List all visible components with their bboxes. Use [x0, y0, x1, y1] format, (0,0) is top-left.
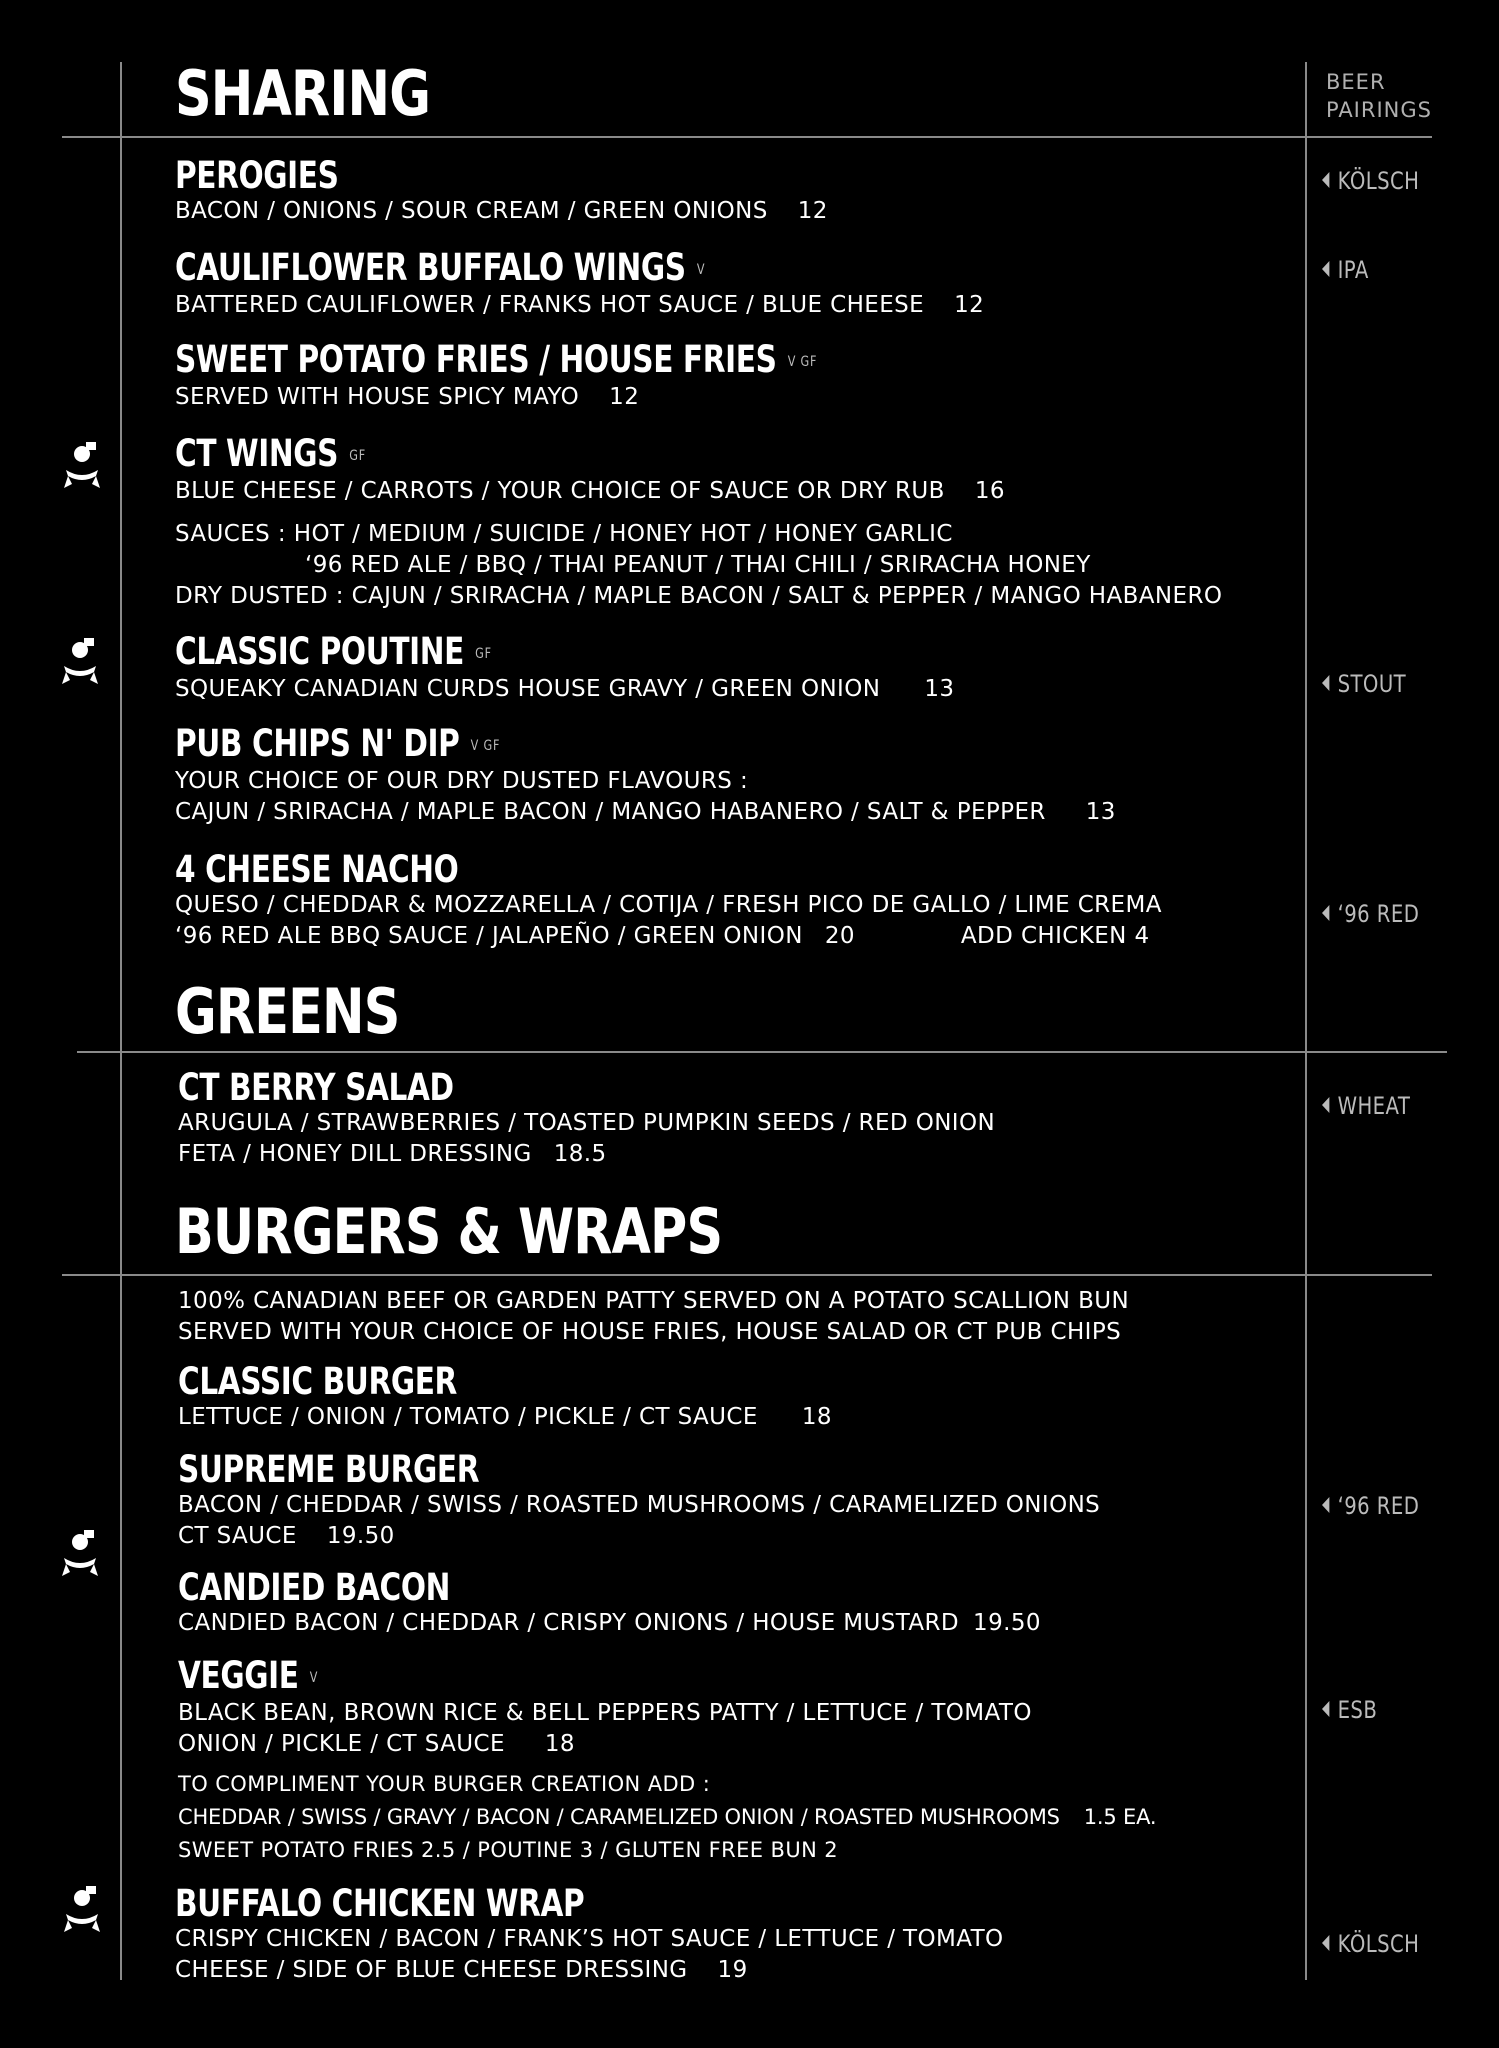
item-desc-text: ONION / PICKLE / CT SAUCE — [178, 1730, 505, 1757]
burger-addons — [178, 1768, 1298, 1867]
pairing-poutine — [1322, 669, 1406, 699]
item-desc — [178, 1608, 1298, 1639]
item-name: SUPREME BURGER — [178, 1448, 480, 1491]
item-name-text: PUB CHIPS N' DIP — [175, 722, 460, 765]
item-desc-text: ‘96 RED ALE BBQ SAUCE / JALAPEÑO / GREEN ONION — [175, 923, 803, 949]
item-desc-text: BLUE CHEESE / CARROTS / YOUR CHOICE OF SAUCE OR DRY RUB — [175, 477, 945, 504]
item-desc-2 — [178, 1521, 1298, 1552]
pointer-arrow-icon — [1322, 905, 1329, 921]
item-name-text: SWEET POTATO FRIES / HOUSE FRIES — [175, 338, 777, 381]
pairing-veggie — [1322, 1695, 1377, 1725]
menu-item-fries — [175, 340, 1295, 413]
item-desc-2 — [175, 921, 1295, 952]
pairings-header-line1: BEER — [1326, 70, 1386, 94]
house-favourite-icon — [60, 1884, 104, 1934]
section-title-greens: GREENS — [175, 975, 400, 1048]
pairing-cauliflower — [1322, 255, 1369, 285]
diet-tag: V GF — [787, 353, 818, 370]
item-name: CT BERRY SALAD — [178, 1066, 454, 1109]
menu-item-candied-bacon — [178, 1568, 1298, 1639]
house-favourite-icon — [58, 1528, 102, 1578]
pairing-label: ‘96 RED — [1337, 900, 1420, 928]
item-name-text: VEGGIE — [178, 1654, 299, 1697]
pairing-supreme — [1322, 1491, 1419, 1521]
menu-item-veggie — [178, 1656, 1298, 1760]
pairing-label: KÖLSCH — [1337, 167, 1420, 195]
burger-intro-1: 100% CANADIAN BEEF OR GARDEN PATTY SERVED ON A POTATO SCALLION BUN — [178, 1288, 1130, 1314]
item-desc-text: FETA / HONEY DILL DRESSING — [178, 1141, 532, 1167]
item-name-text: CT WINGS — [175, 432, 339, 475]
item-desc — [175, 674, 1295, 705]
pointer-arrow-icon — [1322, 1935, 1329, 1951]
item-desc — [175, 476, 1295, 507]
item-desc-1: BACON / CHEDDAR / SWISS / ROASTED MUSHROOMS / CARAMELIZED ONIONS — [178, 1492, 1101, 1518]
item-name: BUFFALO CHICKEN WRAP — [175, 1882, 585, 1925]
right-divider — [1305, 62, 1307, 1980]
dry-dusted-line: DRY DUSTED : CAJUN / SRIRACHA / MAPLE BACON / SALT & PEPPER / MANGO HABANERO — [175, 582, 1223, 609]
item-price: 16 — [974, 477, 1005, 504]
pointer-arrow-icon — [1322, 1497, 1329, 1513]
item-desc — [178, 1402, 1298, 1433]
menu-item-cauliflower-wings — [175, 248, 1295, 321]
addons-line-3: SWEET POTATO FRIES 2.5 / POUTINE 3 / GLUTEN FREE BUN 2 — [178, 1838, 839, 1862]
pairing-label: STOUT — [1337, 670, 1407, 698]
burger-intro — [178, 1286, 1298, 1348]
menu-item-classic-poutine — [175, 632, 1295, 705]
sauces-label: SAUCES : — [175, 520, 287, 547]
item-name: CLASSIC BURGER — [178, 1360, 457, 1403]
item-price: 12 — [797, 198, 828, 224]
item-desc-1: YOUR CHOICE OF OUR DRY DUSTED FLAVOURS : — [175, 767, 749, 794]
item-desc-text: CHEESE / SIDE OF BLUE CHEESE DRESSING — [175, 1957, 688, 1983]
menu-item-pub-chips — [175, 724, 1295, 828]
item-desc-1: CRISPY CHICKEN / BACON / FRANK’S HOT SAUCE / LETTUCE / TOMATO — [175, 1926, 1004, 1952]
item-desc-text: CAJUN / SRIRACHA / MAPLE BACON / MANGO HABANERO / SALT & PEPPER — [175, 798, 1046, 825]
pairings-header-line2: PAIRINGS — [1326, 98, 1432, 122]
pairing-label: ‘96 RED — [1337, 1492, 1420, 1520]
menu-item-buffalo-wrap — [175, 1884, 1295, 1986]
diet-tag: V — [696, 261, 706, 278]
item-price: 13 — [1085, 798, 1116, 825]
diet-tag: V — [309, 1669, 319, 1686]
item-name-text: CAULIFLOWER BUFFALO WINGS — [175, 246, 686, 289]
item-desc-text: CANDIED BACON / CHEDDAR / CRISPY ONIONS / HOUSE MUSTARD — [178, 1610, 960, 1636]
sauces-list-1: HOT / MEDIUM / SUICIDE / HONEY HOT / HONEY GARLIC — [293, 520, 953, 547]
item-price: 12 — [954, 291, 985, 318]
item-name: CANDIED BACON — [178, 1566, 451, 1609]
menu-item-ct-wings — [175, 434, 1295, 612]
menu-item-cheese-nacho — [175, 850, 1295, 952]
pairing-label: IPA — [1337, 256, 1369, 284]
addons-list: CHEDDAR / SWISS / GRAVY / BACON / CARAMELIZED ONION / ROASTED MUSHROOMS — [178, 1805, 1060, 1829]
item-price: 12 — [609, 383, 640, 410]
pairing-wrap — [1322, 1929, 1419, 1959]
left-divider — [120, 62, 122, 1980]
section-title-burgers: BURGERS & WRAPS — [175, 1195, 723, 1268]
pointer-arrow-icon — [1322, 1097, 1329, 1113]
menu-item-berry-salad — [178, 1068, 1298, 1170]
sauces-line-1 — [175, 519, 1295, 550]
item-name: PEROGIES — [175, 154, 339, 197]
section-title-sharing: SHARING — [175, 57, 431, 130]
item-price: 18.5 — [553, 1141, 607, 1167]
menu-item-classic-burger — [178, 1362, 1298, 1433]
pairing-salad — [1322, 1091, 1410, 1121]
sharing-rule — [62, 136, 1432, 138]
item-name — [175, 248, 705, 290]
item-name — [178, 1656, 318, 1698]
item-price: 19 — [717, 1957, 748, 1983]
addons-line-1: TO COMPLIMENT YOUR BURGER CREATION ADD : — [178, 1772, 711, 1796]
pointer-arrow-icon — [1322, 675, 1329, 691]
pairing-perogies — [1322, 166, 1419, 196]
diet-tag: V GF — [470, 737, 501, 754]
pairing-label: KÖLSCH — [1337, 1930, 1420, 1958]
item-name — [175, 724, 500, 766]
pairing-label: WHEAT — [1337, 1092, 1411, 1120]
item-price: 19.50 — [326, 1523, 395, 1549]
greens-rule — [77, 1051, 1447, 1053]
burger-intro-2: SERVED WITH YOUR CHOICE OF HOUSE FRIES, HOUSE SALAD OR CT PUB CHIPS — [178, 1319, 1122, 1345]
diet-tag: GF — [475, 645, 492, 662]
item-desc-2 — [175, 797, 1295, 828]
item-desc — [175, 290, 1295, 321]
item-price: 18 — [544, 1730, 575, 1757]
diet-tag: GF — [349, 447, 366, 464]
pairing-label: ESB — [1337, 1696, 1378, 1724]
pointer-arrow-icon — [1322, 172, 1329, 188]
item-price: 18 — [801, 1404, 832, 1430]
item-desc-1: BLACK BEAN, BROWN RICE & BELL PEPPERS PATTY / LETTUCE / TOMATO — [178, 1699, 1032, 1726]
item-desc-text: BACON / ONIONS / SOUR CREAM / GREEN ONIONS — [175, 198, 768, 224]
menu-item-supreme-burger — [178, 1450, 1298, 1552]
menu-item-perogies — [175, 156, 1295, 227]
beer-pairings-header — [1326, 68, 1432, 124]
item-name — [175, 340, 817, 382]
item-desc-2 — [175, 1955, 1295, 1986]
item-name — [175, 632, 492, 674]
pointer-arrow-icon — [1322, 1701, 1329, 1717]
item-desc-1: QUESO / CHEDDAR & MOZZARELLA / COTIJA / FRESH PICO DE GALLO / LIME CREMA — [175, 892, 1162, 918]
pointer-arrow-icon — [1322, 261, 1329, 277]
item-desc-text: SQUEAKY CANADIAN CURDS HOUSE GRAVY / GREEN ONION — [175, 675, 881, 702]
addons-line-2 — [178, 1801, 1298, 1834]
item-name-text: CLASSIC POUTINE — [175, 630, 464, 673]
item-desc-text: CT SAUCE — [178, 1523, 297, 1549]
item-desc-text: SERVED WITH HOUSE SPICY MAYO — [175, 383, 580, 410]
pairing-nacho — [1322, 899, 1419, 929]
item-price: 19.50 — [973, 1610, 1041, 1636]
item-desc-1: ARUGULA / STRAWBERRIES / TOASTED PUMPKIN SEEDS / RED ONION — [178, 1110, 996, 1136]
item-desc-text: BATTERED CAULIFLOWER / FRANKS HOT SAUCE / BLUE CHEESE — [175, 291, 925, 318]
house-favourite-icon — [60, 440, 104, 490]
item-price: 20 — [824, 923, 855, 949]
item-desc-2 — [178, 1139, 1298, 1170]
item-desc-text: LETTUCE / ONION / TOMATO / PICKLE / CT SAUCE — [178, 1404, 758, 1430]
item-name — [175, 434, 366, 476]
addons-price: 1.5 EA. — [1083, 1805, 1157, 1829]
sauces-line-2: ‘96 RED ALE / BBQ / THAI PEANUT / THAI CHILI / SRIRACHA HONEY — [305, 551, 1091, 578]
item-desc — [175, 382, 1295, 413]
item-desc — [175, 196, 1295, 227]
item-name: 4 CHEESE NACHO — [175, 848, 459, 891]
item-price: 13 — [924, 675, 955, 702]
item-desc-2 — [178, 1729, 1298, 1760]
burgers-rule — [62, 1274, 1432, 1276]
house-favourite-icon — [58, 636, 102, 686]
add-chicken: ADD CHICKEN 4 — [960, 923, 1150, 949]
